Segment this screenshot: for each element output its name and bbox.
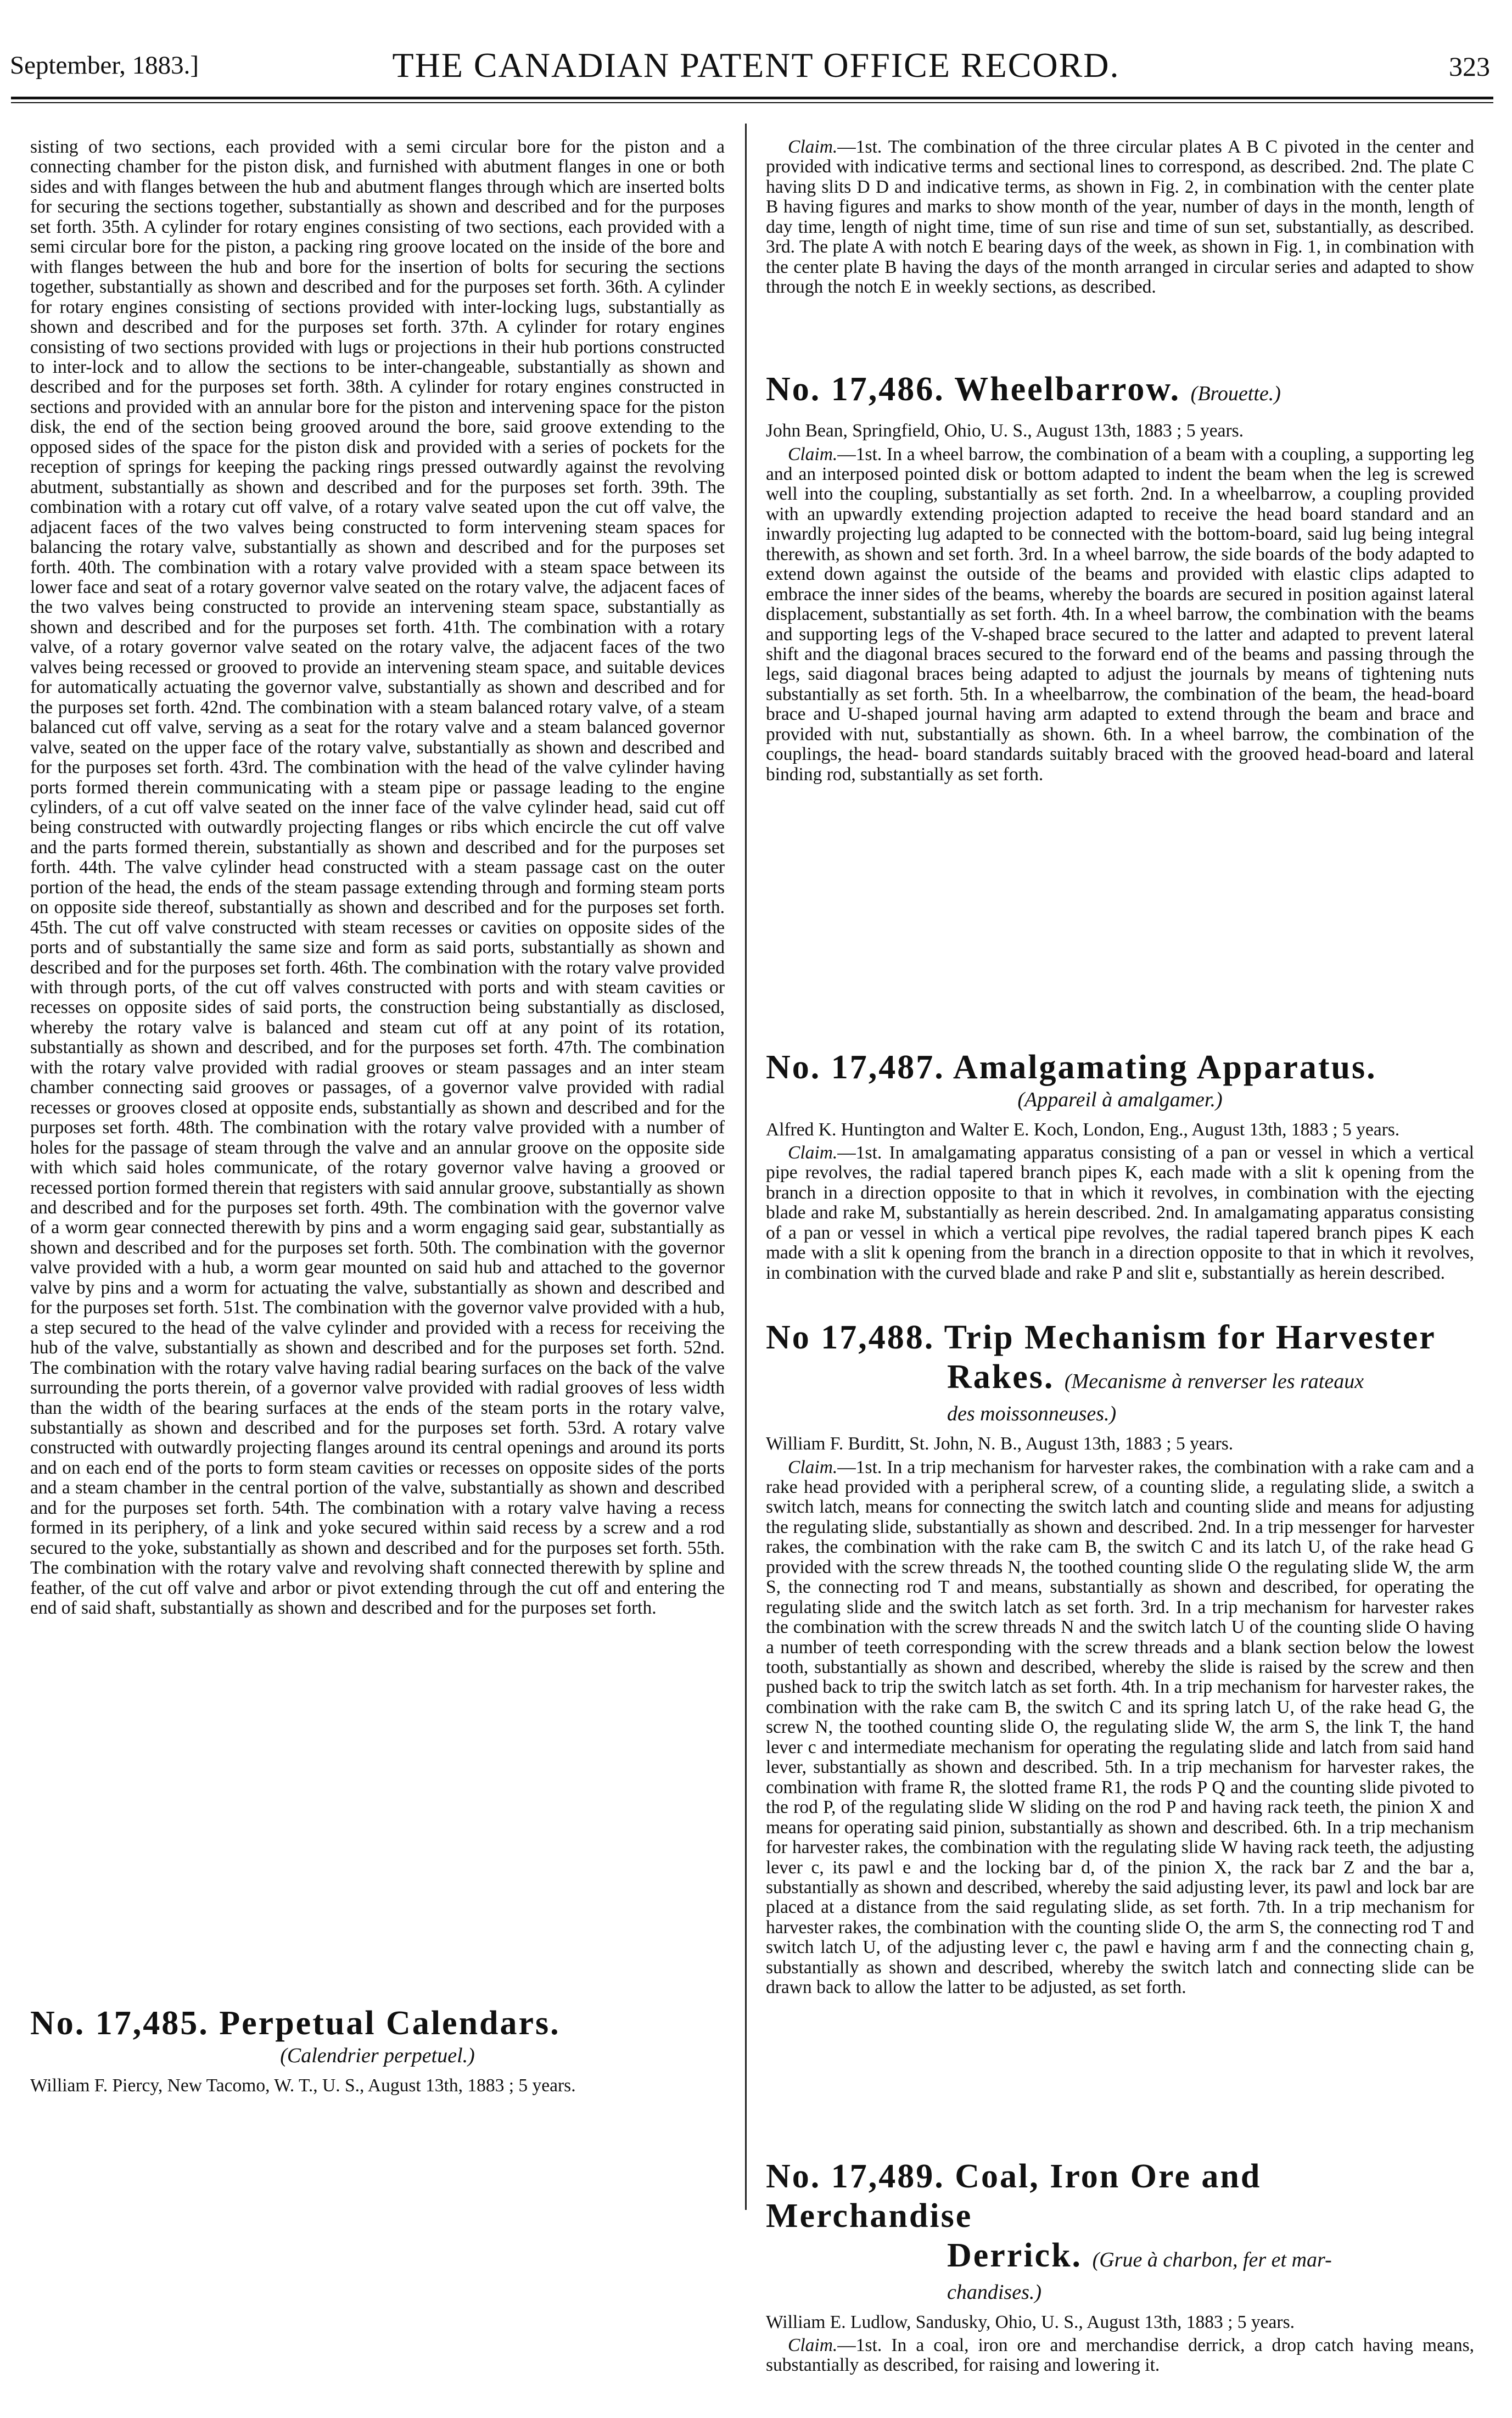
patent-number: No 17,488. bbox=[766, 1319, 934, 1356]
patent-entry-17486 bbox=[766, 370, 1474, 1032]
claim-label: Claim. bbox=[788, 1457, 837, 1477]
patent-title: Perpetual Calendars. bbox=[219, 2005, 560, 2042]
header-title: THE CANADIAN PATENT OFFICE RECORD. bbox=[0, 45, 1512, 86]
header-date: September, 1883.] bbox=[10, 51, 199, 80]
claim-block bbox=[766, 1143, 1474, 1302]
header-rule-thick bbox=[11, 97, 1493, 99]
right-column bbox=[766, 137, 1474, 2218]
claim-label: Claim. bbox=[788, 137, 837, 157]
patent-17484-claims-continued: sisting of two sections, each provided with a semi circular bore for the piston and a connecting chamber for the piston disk, and furnished with abutment flanges in one or both sides and with flanges between the hub and abutment flanges through which are inserted bolts for securing the sections together, substantially as shown and described and for the purposes set forth. 35th. A cylinder for rotary engines consisting of two sections, each provided with a semi circular bore for the piston, a packing ring groove located on the inside of the bore and with flanges between the hub and bore for the insertion of bolts for securing the sections together, substantially as shown and described and for the purposes set forth. 36th. A cylinder for rotary engines consisting of sections provided with inter-locking lugs, substantially as shown and described and for the purposes set forth. 37th. A cylinder for rotary engines consisting of two sections provided with lugs or projections in their hub portions constructed to inter-lock and to allow the sections to be inter-changeable, substantially as shown and described and for the purposes set forth. 38th. A cylinder for rotary engines constructed in sections and provided with an annular bore for the piston and intervening space for the piston disk, the end of the section being grooved around the bore, said groove extending to the opposed sides of the space for the piston disk and provided with a series of pockets for the reception of springs for keeping the packing rings pressed outwardly against the revolving abutment, substantially as shown and described and for the purposes set forth. 39th. The combination with a rotary cut off valve, of a rotary valve seated upon the cut off valve, the adjacent faces of the two valves being constructed to form intervening steam spaces for balancing the rotary valve, substantially as shown and described and for the purposes set forth. 40th. The combination with a rotary valve provided with a steam space between its lower face and seat of a rotary governor valve seated on the rotary valve, the adjacent faces of the two valves being constructed to provide an intervening steam space, substantially as shown and described and for the purposes set forth. 41th. The combination with a rotary valve, of a rotary governor valve seated on the rotary valve, the adjacent faces of the two valves being recessed or grooved to provide an intervening steam space, and suitable devices for automatically actuating the governor valve, substantially as shown and described and for the purposes set forth. 42nd. The combination with a steam balanced rotary valve, of a steam balanced cut off valve, serving as a seat for the rotary valve and a steam balanced governor valve, seated on the upper face of the rotary valve, substantially as shown and described and for the purposes set forth. 43rd. The combination with the head of the valve cylinder having ports formed therein communicating with a steam pipe or passage leading to the engine cylinders, of a cut off valve seated on the inner face of the valve cylinder head, said cut off being constructed with outwardly projecting flanges or ribs which encircle the cut off valve and the parts formed therein, substantially as shown and described and for the purposes set forth. 44th. The valve cylinder head constructed with a steam passage cast on the outer portion of the head, the ends of the steam passage extending through and forming steam ports on opposite side thereof, substantially as shown and described and for the purposes set forth. 45th. The cut off valve constructed with steam recesses or cavities on opposite sides of the ports and of substantially the same size and form as said ports, substantially as shown and described and for the purposes set forth. 46th. The combination with the rotary valve provided with through ports, of the cut off valves constructed with ports and with steam cavities or recesses on opposite sides of said ports, the construction being substantially as disclosed, whereby the rotary valve is balanced and steam cut off at any point of its rotation, substantially as shown and described, and for the purposes set forth. 47th. The combination with the rotary valve provided with radial grooves or steam passages and an inter steam chamber connecting said grooves or passages, of a governor valve provided with radial recesses or grooves closed at opposite ends, substantially as shown and described and for the purposes set forth. 48th. The combination with the rotary valve provided with a number of holes for the passage of steam through the valve and an annular groove on the opposite side with which said holes communicate, of the rotary governor valve having a grooved or recessed portion formed therein that registers with said annular groove, substantially as shown and described and for the purposes set forth. 49th. The combination with the governor valve of a worm gear connected therewith by pins and a worm engaging said gear, substantially as shown and described and for the purposes set forth. 50th. The combination with the governor valve provided with a hub, a worm gear mounted on said hub and attached to the governor valve by pins and a worm for actuating the valve, substantially as shown and described and for the purposes set forth. 51st. The combination with the governor valve provided with a hub, a step secured to the head of the valve cylinder and provided with a recess for receiving the hub of the valve, substantially as shown and described and for the purposes set forth. 52nd. The combination with the rotary valve having radial bearing surfaces on the back of the valve surrounding the ports therein, of a governor valve provided with radial grooves of less width than the width of the bearing surfaces at the ends of the steam ports in the rotary valve, substantially as shown and described and for the purposes set forth. 53rd. A rotary valve constructed with outwardly projecting flanges around its central openings and around its ports and on each end of the ports to form steam cavities or recesses on opposite sides of the ports and a steam chamber in the central portion of the valve, substantially as shown and described and for the purposes set forth. 54th. The combination with a rotary valve having a recess formed in its periphery, of a link and yoke secured within said recess by a screw and a rod secured to the yoke, substantially as shown and described and for the purposes set forth. 55th. The combination with the rotary valve and revolving shaft connected therewith by spline and feather, of the cut off valve and arbor or pivot extending through the cut off and entering the end of said shaft, substantially as shown and described and for the purposes set forth. bbox=[30, 137, 725, 1985]
patent-entry-17485 bbox=[30, 2003, 725, 2096]
patent-entry-17487 bbox=[766, 1048, 1474, 1303]
page-number: 323 bbox=[1449, 51, 1490, 82]
french-title-line1: (Mecanisme à renverser les rateaux bbox=[1065, 1370, 1364, 1393]
claim-block bbox=[766, 2336, 1474, 2418]
french-title-line2: chandises.) bbox=[766, 2280, 1474, 2305]
claim-label: Claim. bbox=[788, 444, 837, 464]
claim-label: Claim. bbox=[788, 1143, 837, 1163]
french-title: (Brouette.) bbox=[1191, 382, 1281, 405]
claim-text: —1st. In amalgamating apparatus consisting of a pan or vessel in which a vertical pipe revolves, the radial tapered branch pipes K, each made with a slit k opening from the branch in a direction opposite to that in which it revolves, in combination with the ejecting blade and rake M, substantially as herein described. 2nd. In amalgamating apparatus consisting of a pan or vessel in which a vertical pipe revolves, the radial tapered branch pipes K each made with a slit k opening from the branch in a direction opposite to that in which it revolves, in combination with the curved blade and rake P and slit e, substantially as herein described. bbox=[766, 1143, 1474, 1283]
inventor-line: Alfred K. Huntington and Walter E. Koch, London, Eng., August 13th, 1883 ; 5 years. bbox=[766, 1120, 1474, 1140]
claim-text: —1st. In a coal, iron ore and merchandise derrick, a drop catch having means, substantially as described, for raising and lowering it. bbox=[766, 2335, 1474, 2375]
claim-text: —1st. The combination of the three circular plates A B C pivoted in the center and provided with indicative terms and sectional lines to correspond, as described. 2nd. The plate C having slits D D and indicative terms, as shown in Fig. 2, in combination with the center plate B having figures and marks to show month of the year, number of days in the month, length of day time, length of night time, time of sun rise and time of sun set, substantially, as described. 3rd. The plate A with notch E bearing days of the week, as shown in Fig. 1, in combination with the center plate B having the days of the month arranged in circular series and adapted to show through the notch E in weekly sections, as described. bbox=[766, 137, 1474, 297]
inventor-line: William F. Burditt, St. John, N. B., August 13th, 1883 ; 5 years. bbox=[766, 1434, 1474, 1454]
patent-number: No. 17,486. bbox=[766, 371, 945, 408]
patent-entry-17489 bbox=[766, 2157, 1474, 2418]
french-title-line2: des moissonneuses.) bbox=[766, 1401, 1474, 1426]
french-title: (Appareil à amalgamer.) bbox=[766, 1087, 1474, 1112]
patent-title-line1: Trip Mechanism for Harvester bbox=[944, 1319, 1436, 1356]
entry-heading-line2 bbox=[766, 2236, 1474, 2280]
patent-number: No. 17,487. bbox=[766, 1049, 945, 1086]
left-column bbox=[30, 137, 725, 2218]
claim-block bbox=[766, 1458, 1474, 2141]
patent-title: Amalgamating Apparatus. bbox=[953, 1049, 1377, 1086]
entry-heading bbox=[766, 1048, 1474, 1087]
inventor-line: John Bean, Springfield, Ohio, U. S., August 13th, 1883 ; 5 years. bbox=[766, 421, 1474, 441]
claim-text: —1st. In a wheel barrow, the combination of a beam with a coupling, a supporting leg and an interposed pointed disk or bottom adapted to indent the beam when the leg is screwed well into the coupling, substantially as set forth. 2nd. In a wheelbarrow, a coupling provided with an upwardly extending projection adapted to receive the head board standard and an inwardly projecting lug adapted to be connected with the bottom-board, said lug being integral therewith, as shown and set forth. 3rd. In a wheel barrow, the side boards of the body adapted to extend down against the outside of the beams and provided with elastic clips adapted to embrace the inner sides of the beams, whereby the boards are secured in position against lateral displacement, substantially as set forth. 4th. In a wheel barrow, the combination with the beams and supporting legs of the V-shaped brace secured to the latter and adapted to prevent lateral shift and the diagonal braces secured to the forward end of the beams and passing through the legs, said diagonal braces being adapted to adjust the journals by means of tightening nuts substantially as set forth. 5th. In a wheelbarrow, the combination of the beam, the head-board brace and U-shaped journal having arm adapted to extend through the beam and brace and provided with nut, substantially as shown. 6th. In a wheel barrow, the combination of the couplings, the head- board standards suitably braced with the grooved head-board and lateral binding rod, substantially as set forth. bbox=[766, 444, 1474, 785]
claim-label: Claim. bbox=[788, 2335, 837, 2355]
inventor-line: William E. Ludlow, Sandusky, Ohio, U. S., August 13th, 1883 ; 5 years. bbox=[766, 2313, 1474, 2333]
page-header bbox=[0, 0, 1512, 104]
entry-heading bbox=[30, 2003, 725, 2043]
entry-heading bbox=[766, 370, 1474, 413]
entry-heading-line2 bbox=[766, 1357, 1474, 1401]
patent-title-line1: Coal, Iron Ore and Merchandise bbox=[766, 2158, 1261, 2235]
claim-block bbox=[766, 445, 1474, 1032]
patent-number: No. 17,489. bbox=[766, 2158, 945, 2195]
entry-heading bbox=[766, 1318, 1474, 1357]
claim-text: —1st. In a trip mechanism for harvester rakes, the combination with a rake cam and a rake head provided with a peripheral screw, of a counting slide, a regulating slide, a switch a switch latch, means for connecting the switch latch and counting slide and means for adjusting the regulating slide, substantially as shown and described. 2nd. In a trip messenger for harvester rakes, the combination with the rake cam B, the switch C and its latch U, of the rake head G provided with the screw threads N, the toothed counting slide O the regulating slide W, the arm S, the connecting rod T and means, substantially as shown and described, for operating the regulating slide and the switch latch as set forth. 3rd. In a trip mechanism for harvester rakes the combination with the screw threads N and the switch latch U of the counting slide O having a number of teeth corresponding with the screw threads and a blank section below the lowest tooth, substantially as shown and described, whereby the slide is raised by the screw and then pushed back to trip the switch latch as set forth. 4th. In a trip mechanism for harvester rakes, the combination with the rake cam B, the switch C and its spring latch U, of the rake head G, the screw N, the toothed counting slide O, the regulating slide W, the arm S, the link T, the hand lever c and intermediate mechanism for operating the regulating slide and latch from said hand lever, substantially as shown and described. 5th. In a trip mechanism for harvester rakes, the combination with frame R, the slotted frame R1, the rods P Q and the counting slide pivoted to the rod P, of the regulating slide W sliding on the rod P and having rack teeth, the pinion X and means for operating said pinion, substantially as shown and described. 6th. In a trip mechanism for harvester rakes, the combination with the regulating slide W having rack teeth, the adjusting lever c, its pawl e and the locking bar d, of the pinion X, the rack bar Z and the bar a, substantially as shown and described, whereby the said adjusting lever, its pawl and lock bar are placed at a distance from the said regulating slide, as set forth. 7th. In a trip mechanism for harvester rakes, the combination with the counting slide O, the arm S, the connecting rod T and switch latch U, of the adjusting lever c, the pawl e having arm f and the connecting chain g, substantially as shown and described, whereby the switch latch and connecting slide can be drawn back to allow the latter to be adjusted, as set forth. bbox=[766, 1457, 1474, 1998]
patent-entry-17488 bbox=[766, 1318, 1474, 2141]
patent-number: No. 17,485. bbox=[30, 2005, 209, 2042]
french-title: (Calendrier perpetuel.) bbox=[30, 2043, 725, 2068]
entry-heading bbox=[766, 2157, 1474, 2236]
patent-title: Wheelbarrow. bbox=[954, 371, 1180, 408]
column-divider bbox=[745, 124, 747, 2210]
french-title-line1: (Grue à charbon, fer et mar- bbox=[1093, 2248, 1332, 2271]
header-rule-thin bbox=[11, 102, 1493, 103]
patent-title-line2: Rakes. bbox=[947, 1358, 1054, 1396]
patent-title-line2: Derrick. bbox=[947, 2237, 1082, 2274]
inventor-line: William F. Piercy, New Tacomo, W. T., U. S., August 13th, 1883 ; 5 years. bbox=[30, 2076, 725, 2096]
patent-17485-claim bbox=[766, 137, 1474, 354]
